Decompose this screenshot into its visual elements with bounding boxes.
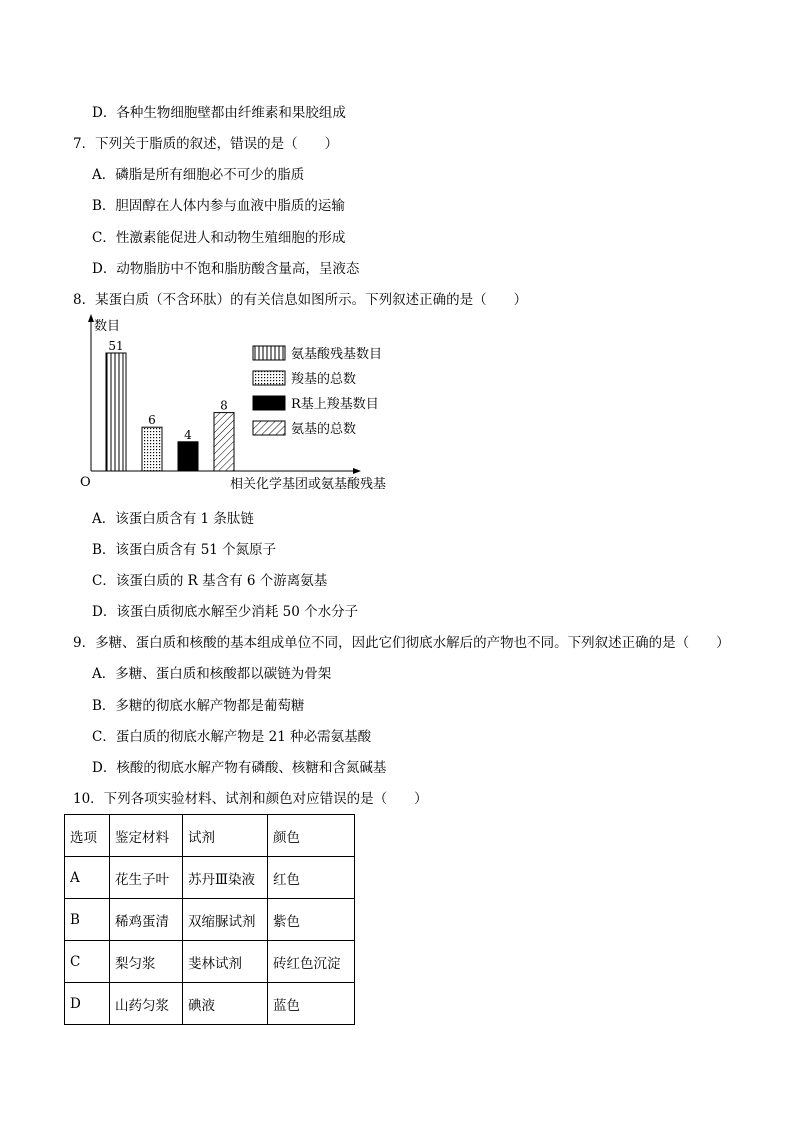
legend-swatch [253,396,285,410]
q6-option-d: D．各种生物细胞壁都由纤维素和果胶组成 [92,105,346,121]
q10-stem: 10．下列各项实验材料、试剂和颜色对应错误的是（ ） [73,791,428,807]
bar-2 [178,442,198,471]
q9-option-a: A．多糖、蛋白质和核酸都以碳链为骨架 [92,666,332,682]
q8-option-a: A．该蛋白质含有 1 条肽链 [92,511,254,527]
bar-value-label: 51 [108,339,124,353]
bar-3 [214,413,234,471]
table-cell: B [65,899,110,941]
table-row [65,857,355,899]
table-row [65,941,355,983]
x-axis-label: 相关化学基团或氨基酸残基 [230,477,387,492]
x-axis-arrow [353,468,361,474]
q7-option-b: B．胆固醇在人体内参与血液中脂质的运输 [92,198,345,214]
q10-table [64,814,355,1025]
bar-value-label: 8 [220,398,228,413]
table-cell: 双缩脲试剂 [183,899,268,941]
legend-label: 氨基酸残基数目 [291,347,383,362]
table-cell: C [65,941,110,983]
legend-swatch [253,371,285,385]
legend-swatch [253,346,285,360]
q8-stem: 8．某蛋白质（不含环肽）的有关信息如图所示。下列叙述正确的是（ ） [73,292,528,308]
q9-option-d: D．核酸的彻底水解产物有磷酸、核糖和含氮碱基 [92,760,387,776]
table-header-cell: 选项 [65,815,110,857]
q9-option-b: B．多糖的彻底水解产物都是葡萄糖 [92,698,305,714]
table-header-row [65,815,355,857]
table-cell: 斐林试剂 [183,941,268,983]
table-row [65,899,355,941]
q7-stem: 7．下列关于脂质的叙述，错误的是（ ） [73,136,339,152]
bar-value-label: 4 [184,427,192,442]
y-axis-label: 数目 [94,319,121,334]
table-cell: 紫色 [268,899,355,941]
legend-label: 氨基的总数 [291,422,357,437]
table-header-cell: 试剂 [183,815,268,857]
legend-label: R基上羧基数目 [291,397,379,412]
table-cell: 蓝色 [268,983,355,1025]
table-cell: 梨匀浆 [110,941,183,983]
table-cell: 花生子叶 [110,857,183,899]
legend-label: 羧基的总数 [291,372,357,387]
legend-swatch [253,421,285,435]
table-row [65,983,355,1025]
table-cell: A [65,857,110,899]
bar-1 [142,427,162,471]
table-cell: 山药匀浆 [110,983,183,1025]
table-header-cell: 鉴定材料 [110,815,183,857]
table-cell: 砖红色沉淀 [268,941,355,983]
q7-option-a: A．磷脂是所有细胞必不可少的脂质 [92,167,305,183]
q8-option-c: C．该蛋白质的 R 基含有 6 个游离氨基 [92,573,328,589]
q8-option-b: B．该蛋白质含有 51 个氮原子 [92,542,277,558]
bar-value-label: 6 [148,413,156,428]
table-cell: 碘液 [183,983,268,1025]
q8-bar-chart [78,314,418,494]
table-cell: 红色 [268,857,355,899]
table-cell: 稀鸡蛋清 [110,899,183,941]
q7-option-d: D．动物脂肪中不饱和脂肪酸含量高，呈液态 [92,261,360,277]
table-header-cell: 颜色 [268,815,355,857]
table-cell: 苏丹Ⅲ染液 [183,857,268,899]
q7-option-c: C．性激素能促进人和动物生殖细胞的形成 [92,230,346,246]
table-cell: D [65,983,110,1025]
q8-option-d: D．该蛋白质彻底水解至少消耗 50 个水分子 [92,604,359,620]
q9-stem: 9．多糖、蛋白质和核酸的基本组成单位不同，因此它们彻底水解后的产物也不同。下列叙述正确的是（ ） [73,635,730,651]
bar-0 [106,353,126,471]
q9-option-c: C．蛋白质的彻底水解产物是 21 种必需氨基酸 [92,729,372,745]
origin-label: O [80,475,91,490]
